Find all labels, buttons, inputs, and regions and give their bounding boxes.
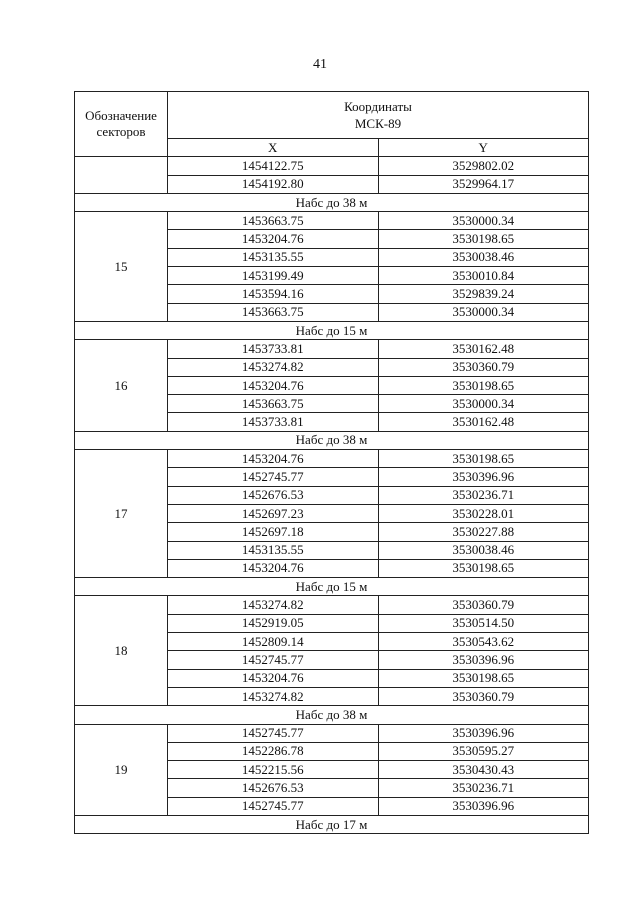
y-column-header: Y xyxy=(378,139,589,157)
x-coordinate-cell: 1452809.14 xyxy=(168,633,379,651)
height-note-row xyxy=(75,321,589,339)
y-coordinate-cell: 3530396.96 xyxy=(378,797,589,815)
y-coordinate-cell: 3530038.46 xyxy=(378,248,589,266)
x-coordinate-cell: 1452286.78 xyxy=(168,742,379,760)
height-note-row xyxy=(75,815,589,833)
x-coordinate-cell: 1452745.77 xyxy=(168,468,379,486)
x-coordinate-cell: 1452215.56 xyxy=(168,761,379,779)
y-coordinate-cell: 3530595.27 xyxy=(378,742,589,760)
height-note-row xyxy=(75,706,589,724)
height-note-cell: Набс до 38 м xyxy=(75,193,589,211)
x-coordinate-cell: 1453204.76 xyxy=(168,450,379,468)
x-coordinate-cell: 1454122.75 xyxy=(168,157,379,175)
sector-cell: 19 xyxy=(75,724,168,815)
y-coordinate-cell: 3530396.96 xyxy=(378,724,589,742)
sector-cell: 16 xyxy=(75,340,168,431)
x-coordinate-cell: 1453204.76 xyxy=(168,230,379,248)
y-coordinate-cell: 3530198.65 xyxy=(378,669,589,687)
x-coordinate-cell: 1453135.55 xyxy=(168,541,379,559)
x-coordinate-cell: 1452745.77 xyxy=(168,724,379,742)
sector-cell: 17 xyxy=(75,450,168,578)
x-coordinate-cell: 1452697.18 xyxy=(168,523,379,541)
x-coordinate-cell: 1452745.77 xyxy=(168,651,379,669)
y-coordinate-cell: 3530543.62 xyxy=(378,633,589,651)
x-coordinate-cell: 1453274.82 xyxy=(168,687,379,705)
sector-cell: 18 xyxy=(75,596,168,706)
y-coordinate-cell: 3530000.34 xyxy=(378,395,589,413)
coordinates-table xyxy=(74,91,589,834)
y-coordinate-cell: 3530396.96 xyxy=(378,468,589,486)
x-coordinate-cell: 1452919.05 xyxy=(168,614,379,632)
x-coordinate-cell: 1454192.80 xyxy=(168,175,379,193)
sector-cell xyxy=(75,157,168,194)
x-coordinate-cell: 1453274.82 xyxy=(168,358,379,376)
sector-cell: 15 xyxy=(75,212,168,322)
height-note-cell: Набс до 15 м xyxy=(75,321,589,339)
x-coordinate-cell: 1453204.76 xyxy=(168,669,379,687)
x-coordinate-cell: 1453594.16 xyxy=(168,285,379,303)
y-coordinate-cell: 3530162.48 xyxy=(378,340,589,358)
x-coordinate-cell: 1452676.53 xyxy=(168,779,379,797)
height-note-row xyxy=(75,578,589,596)
x-coordinate-cell: 1452745.77 xyxy=(168,797,379,815)
y-coordinate-cell: 3530360.79 xyxy=(378,358,589,376)
y-coordinate-cell: 3530038.46 xyxy=(378,541,589,559)
table-row xyxy=(75,596,589,614)
x-coordinate-cell: 1453274.82 xyxy=(168,596,379,614)
x-coordinate-cell: 1453733.81 xyxy=(168,413,379,431)
x-coordinate-cell: 1452697.23 xyxy=(168,504,379,522)
table-row xyxy=(75,212,589,230)
height-note-cell: Набс до 38 м xyxy=(75,431,589,449)
y-coordinate-cell: 3530396.96 xyxy=(378,651,589,669)
y-coordinate-cell: 3530010.84 xyxy=(378,267,589,285)
y-coordinate-cell: 3530162.48 xyxy=(378,413,589,431)
coordinate-system: МСК-89 xyxy=(354,116,402,131)
height-note-cell: Набс до 17 м xyxy=(75,815,589,833)
coordinates-column-header xyxy=(168,92,589,139)
table-header-row xyxy=(75,92,589,139)
table-row xyxy=(75,157,589,175)
x-coordinate-cell: 1453663.75 xyxy=(168,395,379,413)
x-coordinate-cell: 1452676.53 xyxy=(168,486,379,504)
x-coordinate-cell: 1453663.75 xyxy=(168,303,379,321)
height-note-cell: Набс до 15 м xyxy=(75,578,589,596)
y-coordinate-cell: 3530430.43 xyxy=(378,761,589,779)
x-coordinate-cell: 1453199.49 xyxy=(168,267,379,285)
y-coordinate-cell: 3529839.24 xyxy=(378,285,589,303)
y-coordinate-cell: 3530228.01 xyxy=(378,504,589,522)
coordinates-title: Координаты xyxy=(344,99,412,114)
height-note-row xyxy=(75,193,589,211)
x-coordinate-cell: 1453204.76 xyxy=(168,376,379,394)
sector-column-header: Обозначение секторов xyxy=(75,92,168,157)
x-coordinate-cell: 1453733.81 xyxy=(168,340,379,358)
y-coordinate-cell: 3530198.65 xyxy=(378,376,589,394)
table-row xyxy=(75,450,589,468)
y-coordinate-cell: 3530198.65 xyxy=(378,559,589,577)
y-coordinate-cell: 3530360.79 xyxy=(378,596,589,614)
y-coordinate-cell: 3530360.79 xyxy=(378,687,589,705)
y-coordinate-cell: 3530000.34 xyxy=(378,303,589,321)
page-number: 41 xyxy=(313,57,327,72)
y-coordinate-cell: 3530236.71 xyxy=(378,779,589,797)
table-row xyxy=(75,340,589,358)
x-coordinate-cell: 1453663.75 xyxy=(168,212,379,230)
y-coordinate-cell: 3530198.65 xyxy=(378,450,589,468)
height-note-cell: Набс до 38 м xyxy=(75,706,589,724)
y-coordinate-cell: 3530236.71 xyxy=(378,486,589,504)
x-column-header: X xyxy=(168,139,379,157)
y-coordinate-cell: 3530514.50 xyxy=(378,614,589,632)
table-row xyxy=(75,724,589,742)
height-note-row xyxy=(75,431,589,449)
y-coordinate-cell: 3530227.88 xyxy=(378,523,589,541)
y-coordinate-cell: 3530198.65 xyxy=(378,230,589,248)
y-coordinate-cell: 3529964.17 xyxy=(378,175,589,193)
x-coordinate-cell: 1453204.76 xyxy=(168,559,379,577)
y-coordinate-cell: 3530000.34 xyxy=(378,212,589,230)
y-coordinate-cell: 3529802.02 xyxy=(378,157,589,175)
x-coordinate-cell: 1453135.55 xyxy=(168,248,379,266)
